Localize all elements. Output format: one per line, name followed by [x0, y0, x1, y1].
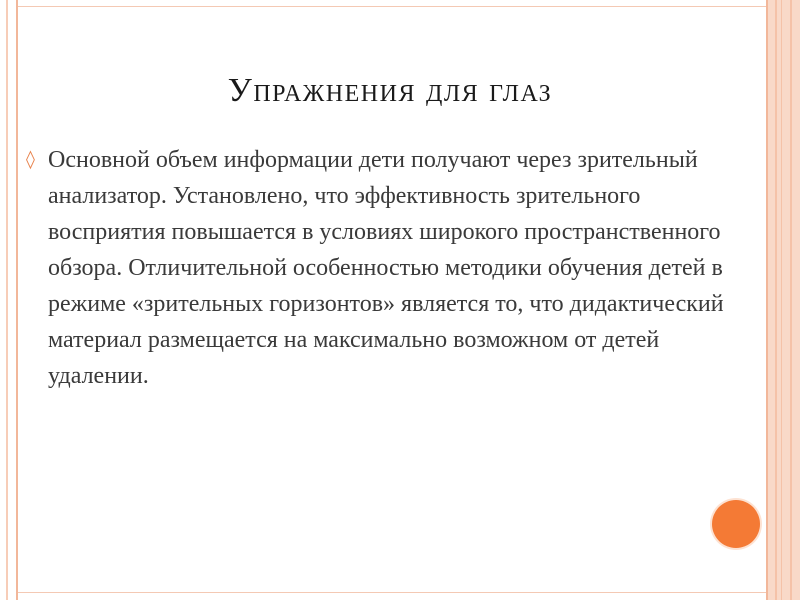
bullet-list — [26, 142, 754, 394]
slide-title: Упражнения для глаз — [227, 72, 553, 109]
bottom-rule — [18, 592, 766, 593]
bullet-marker-icon: ◊ — [26, 149, 35, 170]
orange-circle-decoration — [712, 500, 760, 548]
right-band-decoration — [766, 0, 800, 600]
top-rule — [18, 6, 766, 7]
bullet-text: Основной объем информации дети получают через зрительный анализатор. Установлено, что эффективность зрительного восприятия повышается в условиях широкого пространственного обзора. Отличительной особенностью методики обучения детей в режиме «зрительных горизонтов» является то, что дидактический материал размещается на максимально возможном от детей удалении. — [48, 147, 724, 389]
